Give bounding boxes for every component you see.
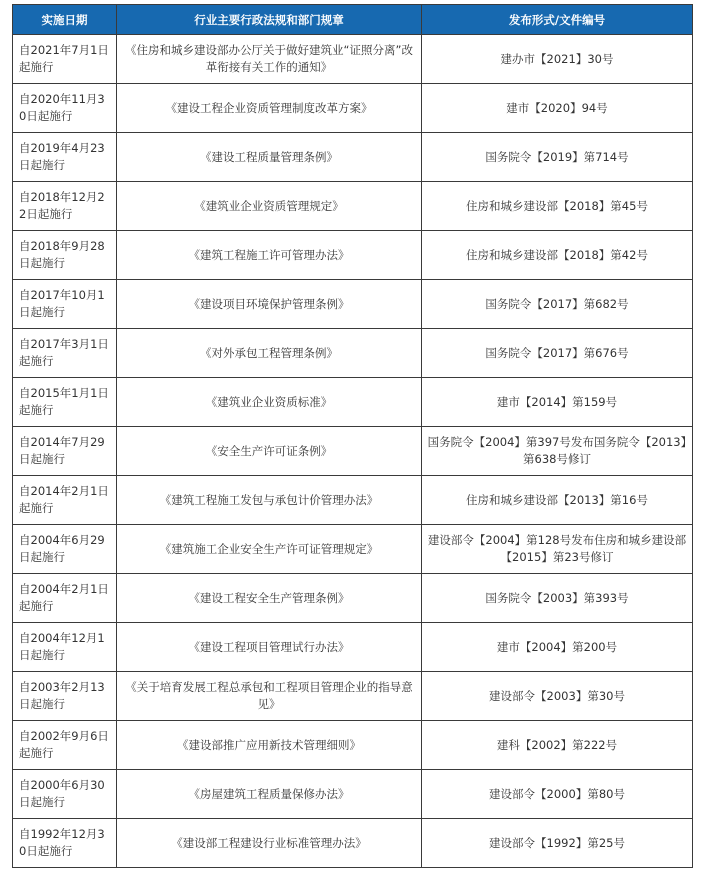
regulation-cell: 《建筑工程施工发包与承包计价管理办法》 (117, 476, 422, 525)
table-row (13, 35, 693, 84)
date-cell: 自2018年12月22日起施行 (13, 182, 117, 231)
table-row (13, 133, 693, 182)
header-row (13, 5, 693, 35)
document-number-cell: 住房和城乡建设部【2018】第45号 (422, 182, 693, 231)
date-cell: 自2004年12月1日起施行 (13, 623, 117, 672)
document-number-cell: 建设部令【1992】第25号 (422, 819, 693, 868)
table-row (13, 427, 693, 476)
table-row (13, 770, 693, 819)
regulation-cell: 《建设部推广应用新技术管理细则》 (117, 721, 422, 770)
header-document-number: 发布形式/文件编号 (422, 5, 693, 35)
document-number-cell: 建设部令【2003】第30号 (422, 672, 693, 721)
regulation-cell: 《安全生产许可证条例》 (117, 427, 422, 476)
table-row (13, 84, 693, 133)
date-cell: 自2018年9月28日起施行 (13, 231, 117, 280)
date-cell: 自2000年6月30日起施行 (13, 770, 117, 819)
regulation-cell: 《建设工程企业资质管理制度改革方案》 (117, 84, 422, 133)
date-cell: 自2019年4月23日起施行 (13, 133, 117, 182)
regulation-cell: 《建筑施工企业安全生产许可证管理规定》 (117, 525, 422, 574)
regulation-cell: 《建筑工程施工许可管理办法》 (117, 231, 422, 280)
date-cell: 自2014年7月29日起施行 (13, 427, 117, 476)
table-row (13, 231, 693, 280)
table-body (13, 35, 693, 868)
table-row (13, 280, 693, 329)
regulation-cell: 《建设工程质量管理条例》 (117, 133, 422, 182)
regulation-cell: 《对外承包工程管理条例》 (117, 329, 422, 378)
document-number-cell: 住房和城乡建设部【2018】第42号 (422, 231, 693, 280)
document-number-cell: 建设部令【2000】第80号 (422, 770, 693, 819)
table-row (13, 329, 693, 378)
regulation-cell: 《建设工程安全生产管理条例》 (117, 574, 422, 623)
table-row (13, 721, 693, 770)
date-cell: 自2002年9月6日起施行 (13, 721, 117, 770)
table-row (13, 819, 693, 868)
date-cell: 自2021年7月1日起施行 (13, 35, 117, 84)
document-number-cell: 建市【2020】94号 (422, 84, 693, 133)
document-number-cell: 国务院令【2017】第676号 (422, 329, 693, 378)
date-cell: 自2014年2月1日起施行 (13, 476, 117, 525)
date-cell: 自2017年10月1日起施行 (13, 280, 117, 329)
regulation-cell: 《房屋建筑工程质量保修办法》 (117, 770, 422, 819)
document-number-cell: 建设部令【2004】第128号发布住房和城乡建设部【2015】第23号修订 (422, 525, 693, 574)
regulation-cell: 《建设项目环境保护管理条例》 (117, 280, 422, 329)
regulation-cell: 《建设工程项目管理试行办法》 (117, 623, 422, 672)
table-row (13, 525, 693, 574)
document-number-cell: 住房和城乡建设部【2013】第16号 (422, 476, 693, 525)
regulation-cell: 《关于培育发展工程总承包和工程项目管理企业的指导意见》 (117, 672, 422, 721)
document-number-cell: 建办市【2021】30号 (422, 35, 693, 84)
table-row (13, 574, 693, 623)
table-row (13, 378, 693, 427)
table-row (13, 623, 693, 672)
table-row (13, 672, 693, 721)
document-number-cell: 国务院令【2017】第682号 (422, 280, 693, 329)
table-header (13, 5, 693, 35)
table-row (13, 476, 693, 525)
regulations-table (12, 4, 693, 868)
document-number-cell: 建市【2014】第159号 (422, 378, 693, 427)
date-cell: 自2004年2月1日起施行 (13, 574, 117, 623)
document-number-cell: 国务院令【2019】第714号 (422, 133, 693, 182)
regulation-cell: 《住房和城乡建设部办公厅关于做好建筑业“证照分离”改革衔接有关工作的通知》 (117, 35, 422, 84)
regulation-cell: 《建筑业企业资质管理规定》 (117, 182, 422, 231)
date-cell: 自2015年1月1日起施行 (13, 378, 117, 427)
document-number-cell: 建市【2004】第200号 (422, 623, 693, 672)
document-number-cell: 国务院令【2004】第397号发布国务院令【2013】第638号修订 (422, 427, 693, 476)
date-cell: 自2017年3月1日起施行 (13, 329, 117, 378)
regulation-cell: 《建设部工程建设行业标准管理办法》 (117, 819, 422, 868)
date-cell: 自2004年6月29日起施行 (13, 525, 117, 574)
document-number-cell: 建科【2002】第222号 (422, 721, 693, 770)
date-cell: 自1992年12月30日起施行 (13, 819, 117, 868)
header-date: 实施日期 (13, 5, 117, 35)
regulation-cell: 《建筑业企业资质标准》 (117, 378, 422, 427)
table-row (13, 182, 693, 231)
document-number-cell: 国务院令【2003】第393号 (422, 574, 693, 623)
date-cell: 自2020年11月30日起施行 (13, 84, 117, 133)
header-regulation: 行业主要行政法规和部门规章 (117, 5, 422, 35)
date-cell: 自2003年2月13日起施行 (13, 672, 117, 721)
